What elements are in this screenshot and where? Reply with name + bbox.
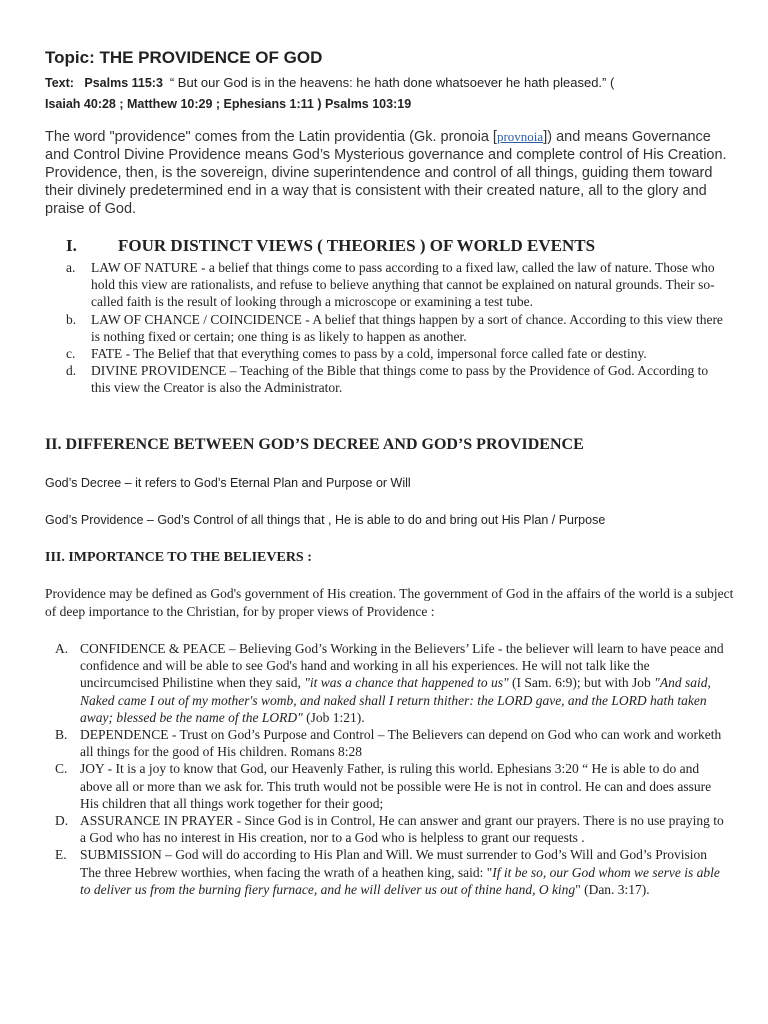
- intro-paragraph: [45, 128, 735, 218]
- list-item: [55, 846, 727, 898]
- greek-link[interactable]: provnoia: [496, 129, 544, 144]
- list-item-text: SUBMISSION – God will do according to His Plan and Will. We must surrender to God’s Will and God’s Provision The three Hebrew worthies, when facing the wrath of a heathen king, said: ": [80, 847, 708, 880]
- list-item-text: DIVINE PROVIDENCE – Teaching of the Bible that things come to pass by the Providence of God. According to this view the Creator is also the Administrator.: [91, 363, 709, 396]
- list-marker: d.: [66, 363, 77, 379]
- section1-number: I.: [66, 236, 77, 255]
- intro-part2: ]) and means Governance and Control Divine Providence means God’s Mysterious governance and complete control of His Creation. Providence, then, is the sovereign, divine superintendence and control of all things, guiding them toward their divinely predetermined end in a way that is consistent with their created nature, all to the glory and praise of God.: [45, 129, 727, 217]
- topic-heading: Topic: THE PROVIDENCE OF GOD: [45, 48, 323, 67]
- list-item: [55, 640, 727, 726]
- list-item-text: JOY - It is a joy to know that God, our Heavenly Father, is ruling this world. Ephesians 3:20 “ He is able to do and above all or more than we ask for. This truth would not be possible were He is not in control. He can and does assure His children that all things work together for their good;: [80, 761, 712, 811]
- list-marker: A.: [55, 641, 69, 656]
- list-item: [66, 311, 726, 345]
- list-item-text: LAW OF NATURE - a belief that things come to pass according to a fixed law, called the law of nature. Those who hold this view are rationalists, and refuse to believe anything that cannot be explained on natural grounds. Their so-called faith is the result of looking through a microscope or examining a test tube.: [91, 260, 715, 310]
- list-item-italic: "And said, Naked came I out of my mother's womb, and naked shall I return thither: the LORD gave, and the LORD hath taken away; blessed be the name of the LORD": [80, 675, 711, 725]
- decree-definition: God’s Decree – it refers to God’s Eternal Plan and Purpose or Will: [45, 476, 411, 490]
- text-ref-primary: Psalms 115:3: [84, 76, 163, 90]
- list-marker: E.: [55, 847, 67, 863]
- list-item-text: (Job 1:21).: [302, 709, 365, 725]
- list-item: [66, 345, 726, 362]
- section1-title: FOUR DISTINCT VIEWS ( THEORIES ) OF WORLD EVENTS: [118, 236, 596, 255]
- list-marker: C.: [55, 761, 68, 777]
- list-item-text: " (Dan. 3:17).: [575, 881, 650, 897]
- section3-heading: III. IMPORTANCE TO THE BELIEVERS :: [45, 550, 312, 565]
- list-item-text: CONFIDENCE & PEACE – Believing God’s Working in the Believers’ Life - the believer will learn to have peace and confidence and will be able to see God's hand and working in all his experiences. He will not talk like the uncircumcised Philistine when they said,: [80, 641, 724, 691]
- providence-definition: God’s Providence – God’s Control of all things that , He is able to do and bring out His Plan / Purpose: [45, 513, 606, 527]
- list-marker: a.: [66, 260, 76, 275]
- list-item-italic: If it be so, our God whom we serve is able to deliver us from the burning fiery furnace, and he will deliver us out of thine hand, O king: [80, 864, 720, 897]
- section3-definition: Providence may be defined as God's government of His creation. The government of God in the affairs of the world is a subject of deep importance to the Christian, for by proper views of Providence :: [45, 586, 734, 619]
- list-marker: B.: [55, 727, 68, 743]
- scripture-refs: Isaiah 40:28 ; Matthew 10:29 ; Ephesians 1:11 ) Psalms 103:19: [45, 97, 412, 111]
- list-item-text: DEPENDENCE - Trust on God’s Purpose and Control – The Believers can depend on God who can work and worketh all things for the good of His children. Romans 8:28: [80, 727, 722, 760]
- list-item-text: (I Sam. 6:9); but with Job: [508, 675, 655, 691]
- section1-heading: [66, 236, 595, 256]
- list-marker: D.: [55, 813, 69, 829]
- scripture-text-line: [45, 72, 745, 115]
- section2-heading: II. DIFFERENCE BETWEEN GOD’S DECREE AND GOD’S PROVIDENCE: [45, 436, 584, 453]
- list-item: [55, 726, 727, 760]
- list-marker: c.: [66, 346, 76, 362]
- list-marker: b.: [66, 311, 77, 327]
- list-item: [66, 259, 726, 311]
- list-item: [55, 812, 727, 846]
- list-item-text: ASSURANCE IN PRAYER - Since God is in Control, He can answer and grant our prayers. There is no use praying to a God who has no interest in His creation, nor to a God who is helpless to grant our requests .: [80, 813, 724, 846]
- intro-part1: The word "providence" comes from the Latin providentia (Gk. pronoia [: [45, 129, 497, 145]
- importance-list: [55, 640, 727, 898]
- scripture-quote: “ But our God is in the heavens: he hath done whatsoever he hath pleased.” (: [169, 75, 615, 90]
- list-item: [66, 362, 726, 396]
- list-item-text: LAW OF CHANCE / COINCIDENCE - A belief that things happen by a sort of chance. According to this view there is nothing fixed or certain; one thing is as likely to happen as another.: [91, 311, 723, 344]
- text-label: Text:: [45, 76, 74, 90]
- list-item-italic: "it was a chance that happened to us": [304, 675, 509, 691]
- list-item: [55, 760, 727, 812]
- views-list: [66, 259, 726, 397]
- list-item-text: FATE - The Belief that that everything comes to pass by a cold, impersonal force called fate or destiny.: [91, 346, 647, 362]
